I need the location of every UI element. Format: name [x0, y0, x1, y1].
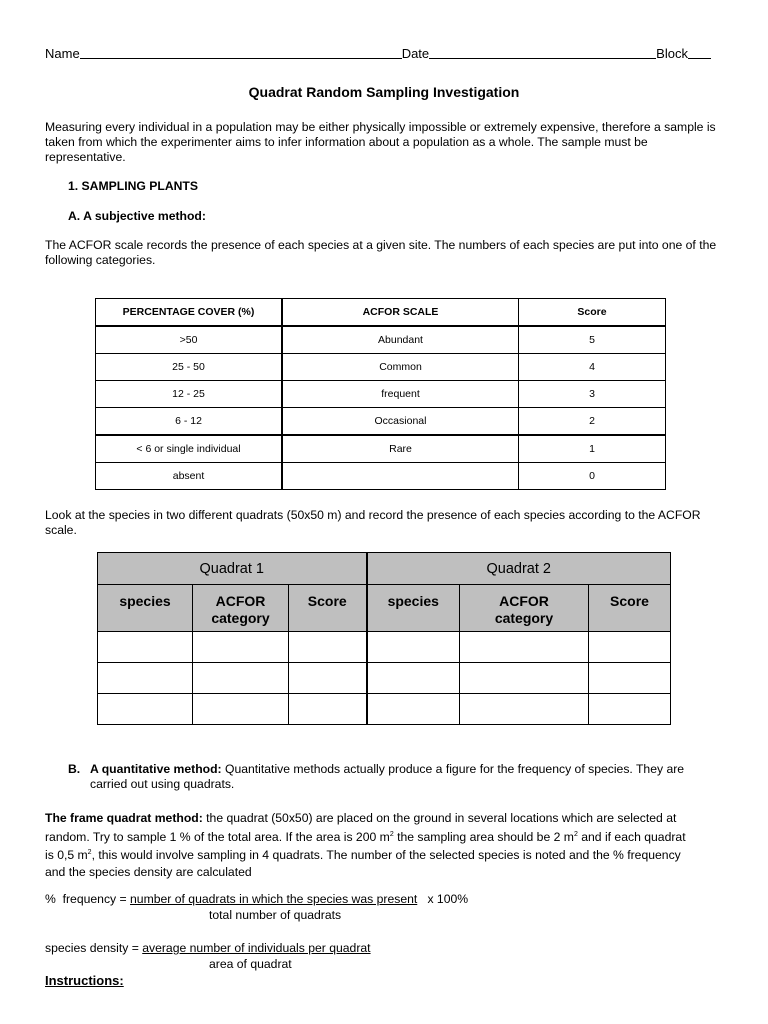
- entry-cell[interactable]: [460, 632, 589, 663]
- entry-cell[interactable]: [289, 694, 367, 725]
- table-header-row: [96, 299, 666, 327]
- page-title: Quadrat Random Sampling Investigation: [248, 84, 520, 100]
- table-row: [98, 663, 671, 694]
- q1-acfor-header: [193, 585, 289, 632]
- table-cell: Rare: [282, 435, 519, 463]
- block-field[interactable]: [688, 46, 711, 59]
- frequency-numerator: number of quadrats in which the species was present: [130, 892, 418, 906]
- table-cell: [282, 463, 519, 490]
- intro-paragraph: Measuring every individual in a population may be either physically impossible or extremely expensive, therefore a sample is taken from which the experimenter aims to infer information about a population as a whole. The sample must be representative.: [45, 120, 716, 164]
- table-row: [96, 463, 666, 490]
- table-row: [96, 326, 666, 354]
- table-cell: absent: [96, 463, 283, 490]
- table-cell: >50: [96, 326, 283, 354]
- q2-score-header: Score: [589, 585, 671, 632]
- frame-quadrat-heading: The frame quadrat method:: [45, 811, 203, 825]
- date-label: Date: [401, 46, 430, 61]
- header-percentage-cover: PERCENTAGE COVER (%): [96, 299, 283, 327]
- q2-acfor-header: [460, 585, 589, 632]
- q1-score-header: Score: [289, 585, 367, 632]
- acfor-scale-table: [95, 298, 666, 490]
- frame-line-2a: random. Try to sample 1 % of the total area. If the area is 200 m: [45, 829, 390, 844]
- section-b-text: [90, 762, 730, 792]
- name-label: Name: [45, 46, 80, 61]
- quadrat-recording-table: [97, 552, 671, 725]
- frame-line-2c: and if each quadrat: [577, 829, 686, 844]
- density-numerator: average number of individuals per quadrat: [142, 941, 371, 955]
- q2-species-header: species: [367, 585, 460, 632]
- entry-cell[interactable]: [98, 694, 193, 725]
- acfor-header-line-1: ACFOR: [499, 593, 549, 609]
- entry-cell[interactable]: [98, 663, 193, 694]
- acfor-intro-paragraph: The ACFOR scale records the presence of each species at a given site. The numbers of each species are put into one of the following categories.: [45, 238, 717, 267]
- table-row: [98, 694, 671, 725]
- entry-cell[interactable]: [193, 632, 289, 663]
- entry-cell[interactable]: [289, 632, 367, 663]
- entry-cell[interactable]: [367, 632, 460, 663]
- table-row: [96, 381, 666, 408]
- table-row: [96, 408, 666, 436]
- table-cell: 5: [519, 326, 666, 354]
- superscript: 2: [87, 849, 92, 857]
- date-field[interactable]: [429, 46, 656, 59]
- frame-line-4: and the species density are calculated: [45, 864, 252, 879]
- density-formula: [45, 941, 371, 956]
- table-cell: 0: [519, 463, 666, 490]
- table-cell: Common: [282, 354, 519, 381]
- table-cell: 6 - 12: [96, 408, 283, 436]
- entry-cell[interactable]: [193, 663, 289, 694]
- table-cell: 3: [519, 381, 666, 408]
- table-row: [98, 632, 671, 663]
- section-b-heading: A quantitative method:: [90, 762, 222, 776]
- entry-cell[interactable]: [589, 632, 671, 663]
- quadrat-1-heading: Quadrat 1: [98, 553, 367, 585]
- student-info-header: [45, 46, 725, 61]
- look-instruction: Look at the species in two different quadrats (50x50 m) and record the presence of each species according to the ACFOR scale.: [45, 508, 701, 537]
- table-cell: 4: [519, 354, 666, 381]
- table-cell: Occasional: [282, 408, 519, 436]
- quadrat-header-row: [98, 553, 671, 585]
- density-denominator: area of quadrat: [209, 957, 292, 971]
- column-header-row: [98, 585, 671, 632]
- superscript: 2: [389, 830, 394, 838]
- header-acfor-scale: ACFOR SCALE: [282, 299, 519, 327]
- frequency-denominator: total number of quadrats: [209, 908, 342, 922]
- entry-cell[interactable]: [98, 632, 193, 663]
- header-score: Score: [519, 299, 666, 327]
- section-b-label: B.: [68, 762, 81, 776]
- acfor-header-line-2: category: [211, 610, 270, 626]
- entry-cell[interactable]: [460, 694, 589, 725]
- entry-cell[interactable]: [460, 663, 589, 694]
- name-field[interactable]: [80, 46, 402, 59]
- table-cell: frequent: [282, 381, 519, 408]
- section-a-heading: A. A subjective method:: [68, 209, 206, 223]
- table-cell: 1: [519, 435, 666, 463]
- quadrat-2-heading: Quadrat 2: [367, 553, 671, 585]
- acfor-header-line-2: category: [494, 610, 554, 626]
- entry-cell[interactable]: [367, 694, 460, 725]
- block-label: Block: [656, 46, 688, 61]
- frequency-label: % frequency =: [45, 892, 131, 906]
- section-1-heading: 1. SAMPLING PLANTS: [68, 179, 199, 193]
- table-cell: < 6 or single individual: [96, 435, 283, 463]
- instructions-heading: Instructions:: [45, 973, 124, 988]
- superscript: 2: [573, 830, 578, 838]
- entry-cell[interactable]: [367, 663, 460, 694]
- table-row: [96, 435, 666, 463]
- table-row: [96, 354, 666, 381]
- entry-cell[interactable]: [193, 694, 289, 725]
- table-cell: 2: [519, 408, 666, 436]
- frame-line-3b: , this would involve sampling in 4 quadrats. The number of the selected species is noted and the % frequency: [91, 848, 681, 863]
- acfor-header-line-1: ACFOR: [215, 593, 266, 609]
- frame-line-3a: is 0,5 m: [45, 848, 88, 863]
- q1-species-header: species: [98, 585, 193, 632]
- table-cell: 25 - 50: [96, 354, 283, 381]
- frame-quadrat-paragraph: [45, 810, 735, 880]
- table-cell: Abundant: [282, 326, 519, 354]
- entry-cell[interactable]: [289, 663, 367, 694]
- entry-cell[interactable]: [589, 663, 671, 694]
- frequency-formula: [45, 892, 468, 907]
- entry-cell[interactable]: [589, 694, 671, 725]
- frequency-factor: x 100%: [417, 892, 469, 906]
- frame-line-2b: the sampling area should be 2 m: [393, 829, 574, 844]
- section-b-line-2: carried out using quadrats.: [90, 777, 235, 791]
- table-cell: 12 - 25: [96, 381, 283, 408]
- section-b-line-1: Quantitative methods actually produce a figure for the frequency of species. They are: [221, 762, 685, 776]
- density-label: species density =: [45, 941, 143, 955]
- frame-line-1: the quadrat (50x50) are placed on the ground in several locations which are selected at: [202, 811, 677, 825]
